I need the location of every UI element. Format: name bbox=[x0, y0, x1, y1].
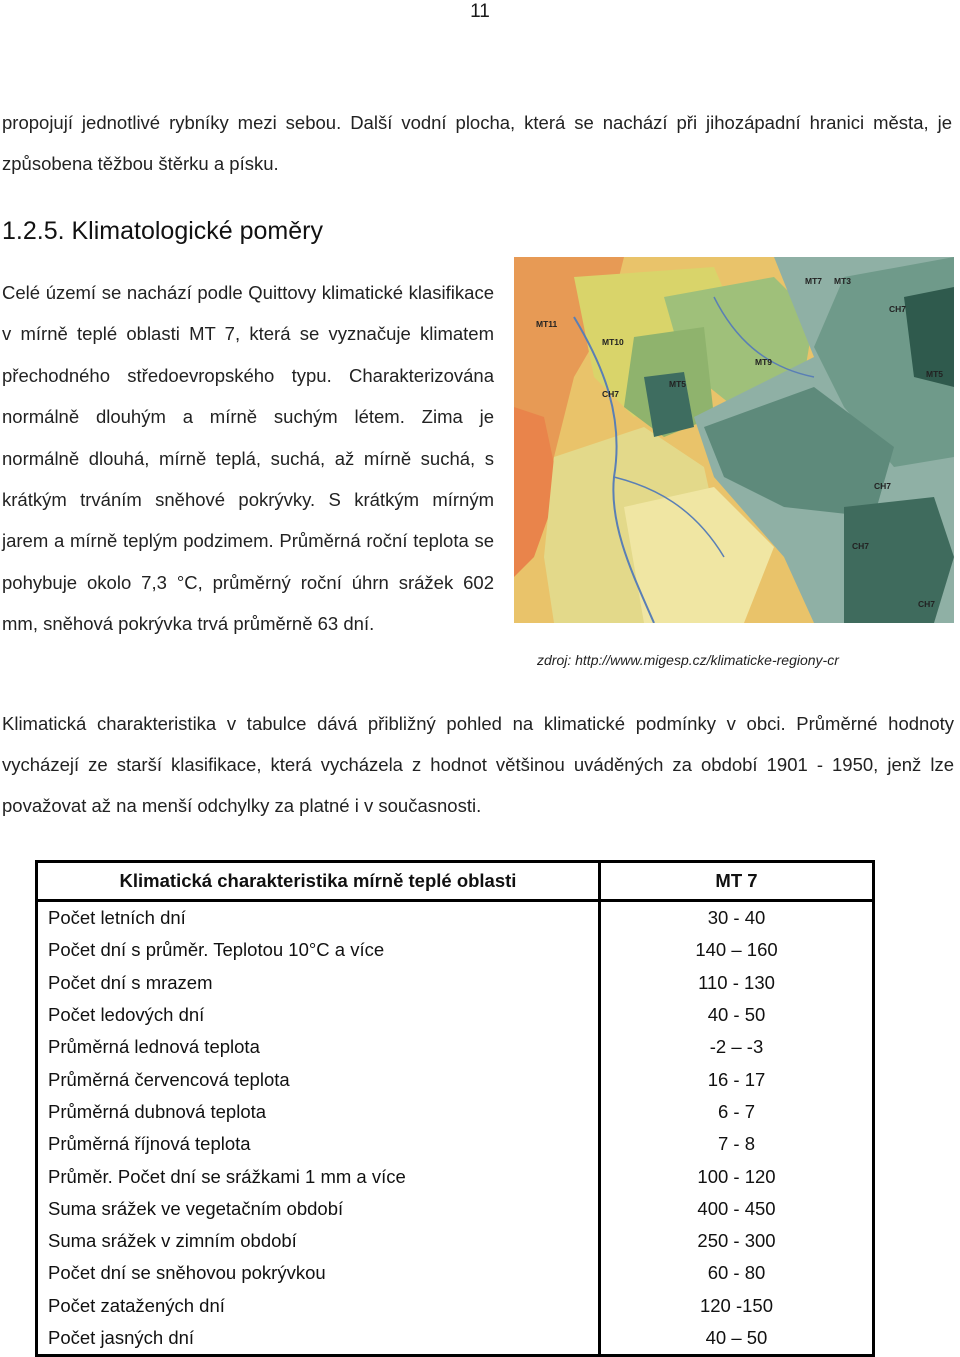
climate-table bbox=[35, 860, 875, 1357]
row-label: Průměrná červencová teplota bbox=[48, 1068, 290, 1090]
table-row bbox=[37, 1290, 874, 1322]
map-label: CH7 bbox=[889, 304, 907, 314]
map-label: MT5 bbox=[926, 369, 943, 379]
row-value: 110 - 130 bbox=[600, 967, 874, 999]
row-value: 7 - 8 bbox=[600, 1128, 874, 1160]
row-label: Suma srážek ve vegetačním období bbox=[48, 1197, 344, 1219]
row-label: Počet letních dní bbox=[48, 907, 186, 929]
row-label: Počet dní s mrazem bbox=[48, 971, 213, 993]
table-row bbox=[37, 1031, 874, 1063]
climate-region-map bbox=[514, 257, 954, 623]
row-value: 30 - 40 bbox=[600, 901, 874, 935]
row-label: Počet ledových dní bbox=[48, 1004, 205, 1026]
row-label: Průměrná říjnová teplota bbox=[48, 1133, 251, 1155]
row-label: Suma srážek v zimním období bbox=[48, 1230, 297, 1252]
row-value: 40 – 50 bbox=[600, 1322, 874, 1356]
table-row bbox=[37, 901, 874, 935]
row-value: -2 – -3 bbox=[600, 1031, 874, 1063]
table-intro-paragraph: Klimatická charakteristika v tabulce dává přibližný pohled na klimatické podmínky v obci. Průměrné hodnoty vycházejí ze starší klasifikace, která vycházela z hodnot většinou uváděných za období 1901 - 1950, jenž lze považovat až na menší odchylky za platné i v současnosti. bbox=[2, 713, 954, 816]
row-value: 16 - 17 bbox=[600, 1063, 874, 1095]
table-header-label: Klimatická charakteristika mírně teplé oblasti bbox=[37, 862, 600, 901]
intro-paragraph: propojují jednotlivé rybníky mezi sebou. Další vodní plocha, která se nachází při jihozápadní hranici města, je způsobena těžbou štěrku a písku. bbox=[2, 112, 952, 174]
table-row bbox=[37, 934, 874, 966]
section-heading: 1.2.5. Klimatologické poměry bbox=[2, 217, 323, 245]
climate-map-image bbox=[514, 257, 954, 623]
row-label: Počet jasných dní bbox=[48, 1327, 195, 1348]
table-row bbox=[37, 1193, 874, 1225]
table-row bbox=[37, 967, 874, 999]
row-value: 40 - 50 bbox=[600, 999, 874, 1031]
row-value: 60 - 80 bbox=[600, 1257, 874, 1289]
map-label: MT9 bbox=[755, 357, 772, 367]
row-label: Průměrná dubnová teplota bbox=[48, 1100, 267, 1122]
row-value: 400 - 450 bbox=[600, 1193, 874, 1225]
row-label: Počet zatažených dní bbox=[48, 1294, 225, 1316]
map-label: MT3 bbox=[834, 276, 851, 286]
map-label: MT7 bbox=[805, 276, 822, 286]
row-value: 140 – 160 bbox=[600, 934, 874, 966]
row-value: 120 -150 bbox=[600, 1290, 874, 1322]
page-number: 11 bbox=[470, 1, 490, 22]
map-label: MT11 bbox=[536, 319, 558, 329]
map-label: CH7 bbox=[874, 481, 892, 491]
row-value: 6 - 7 bbox=[600, 1096, 874, 1128]
table-row bbox=[37, 999, 874, 1031]
map-label: CH7 bbox=[918, 599, 936, 609]
table-row bbox=[37, 1063, 874, 1095]
map-label: CH7 bbox=[602, 389, 620, 399]
row-label: Počet dní s průměr. Teplotou 10°C a více bbox=[48, 939, 385, 961]
row-label: Počet dní se sněhovou pokrývkou bbox=[48, 1262, 326, 1284]
row-value: 100 - 120 bbox=[600, 1160, 874, 1192]
table-row bbox=[37, 1160, 874, 1192]
map-caption: zdroj: http://www.migesp.cz/klimaticke-regiony-cr bbox=[537, 652, 839, 668]
map-label: CH7 bbox=[852, 541, 870, 551]
row-label: Průměr. Počet dní se srážkami 1 mm a více bbox=[48, 1165, 406, 1187]
map-label: MT5 bbox=[669, 379, 686, 389]
table-row bbox=[37, 1096, 874, 1128]
row-label: Průměrná lednová teplota bbox=[48, 1036, 260, 1058]
climate-paragraph: Celé území se nachází podle Quittovy klimatické klasifikace v mírně teplé oblasti MT 7, která se vyznačuje klimatem přechodného středoevropského typu. Charakterizována normálně dlouhým a mírně suchým létem. Zima je normálně dlouhá, mírně teplá, suchá, až mírně suchá, s krátkým trváním sněhové pokrývky. S krátkým mírným jarem a mírně teplým podzimem. Průměrná roční teplota se pohybuje okolo 7,3 °C, průměrný roční úhrn srážek 602 mm, sněhová pokrývka trvá průměrně 63 dní. bbox=[2, 282, 494, 635]
map-label: MT10 bbox=[602, 337, 624, 347]
table-header-row bbox=[37, 862, 874, 901]
table-row bbox=[37, 1322, 874, 1356]
table-row bbox=[37, 1225, 874, 1257]
map-region-ch7-south bbox=[844, 497, 954, 623]
table-row bbox=[37, 1257, 874, 1289]
table-row bbox=[37, 1128, 874, 1160]
row-value: 250 - 300 bbox=[600, 1225, 874, 1257]
table-header-value: MT 7 bbox=[600, 862, 874, 901]
